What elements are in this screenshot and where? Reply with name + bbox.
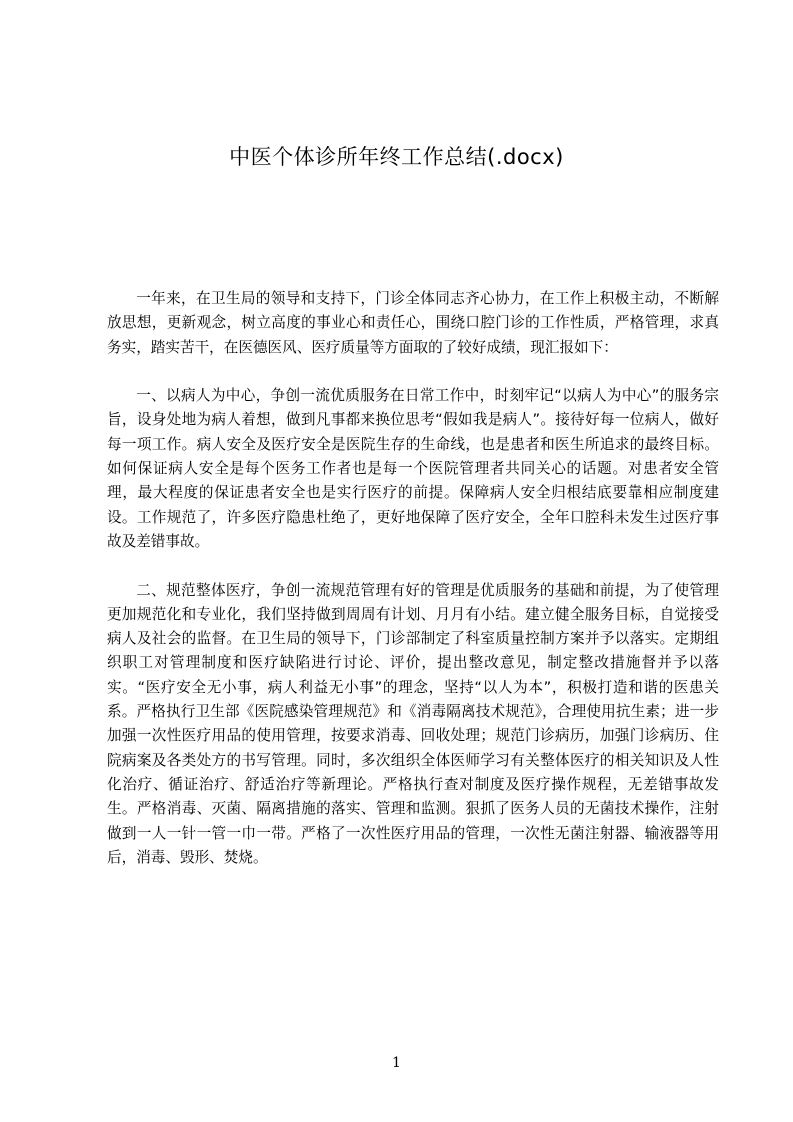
document-title: 中医个体诊所年终工作总结(.docx) xyxy=(229,145,564,169)
paragraph-patient-centered: 一、以病人为中心，争创一流优质服务在日常工作中，时刻牢记“以病人为中心”的服务宗旨，设身处地为病人着想，做到凡事都来换位思考“假如我是病人”。接待好每一位病人，做好每一项工作。病人安全及医疗安全是医院生存的生命线，也是患者和医生所追求的最终目标。如何保证病人安全是每个医务工作者也是每一个医院管理者共同关心的话题。对患者安全管理，最大程度的保证患者安全也是实行医疗的前提。保障病人安全归根结底要靠相应制度建设。工作规范了，许多医疗隐患杜绝了，更好地保障了医疗安全，全年口腔科未发生过医疗事故及差错事故。 xyxy=(107,387,719,550)
page-number: 1 xyxy=(392,1055,401,1071)
paragraph-standardized-management: 二、规范整体医疗，争创一流规范管理有好的管理是优质服务的基础和前提，为了使管理更加规范化和专业化，我们坚持做到周周有计划、月月有小结。建立健全服务目标，自觉接受病人及社会的监督。在卫生局的领导下，门诊部制定了科室质量控制方案并予以落实。定期组织职工对管理制度和医疗缺陷进行讨论、评价，提出整改意见，制定整改措施督并予以落实。“医疗安全无小事，病人利益无小事”的理念，坚持“以人为本”，积极打造和谐的医患关系。严格执行卫生部《医院感染管理规范》和《消毒隔离技术规范》，合理使用抗生素；进一步加强一次性医疗用品的使用管理，按要求消毒、回收处理；规范门诊病历，加强门诊病历、住院病案及各类处方的书写管理。同时，多次组织全体医师学习有关整体医疗的相关知识及人性化治疗、循证治疗、舒适治疗等新理论。严格执行查对制度及医疗操作规程，无差错事故发生。严格消毒、灭菌、隔离措施的落实、管理和监测。狠抓了医务人员的无菌技术操作，注射做到一人一针一管一巾一带。严格了一次性医疗用品的管理，一次性无菌注射器、输液器等用后，消毒、毁形、焚烧。 xyxy=(107,581,719,866)
document-body xyxy=(107,287,719,870)
paragraph-intro: 一年来，在卫生局的领导和支持下，门诊全体同志齐心协力，在工作上积极主动，不断解放思想，更新观念，树立高度的事业心和责任心，围绕口腔门诊的工作性质，严格管理，求真务实，踏实苦干，在医德医风、医疗质量等方面取的了较好成绩，现汇报如下： xyxy=(107,290,719,356)
